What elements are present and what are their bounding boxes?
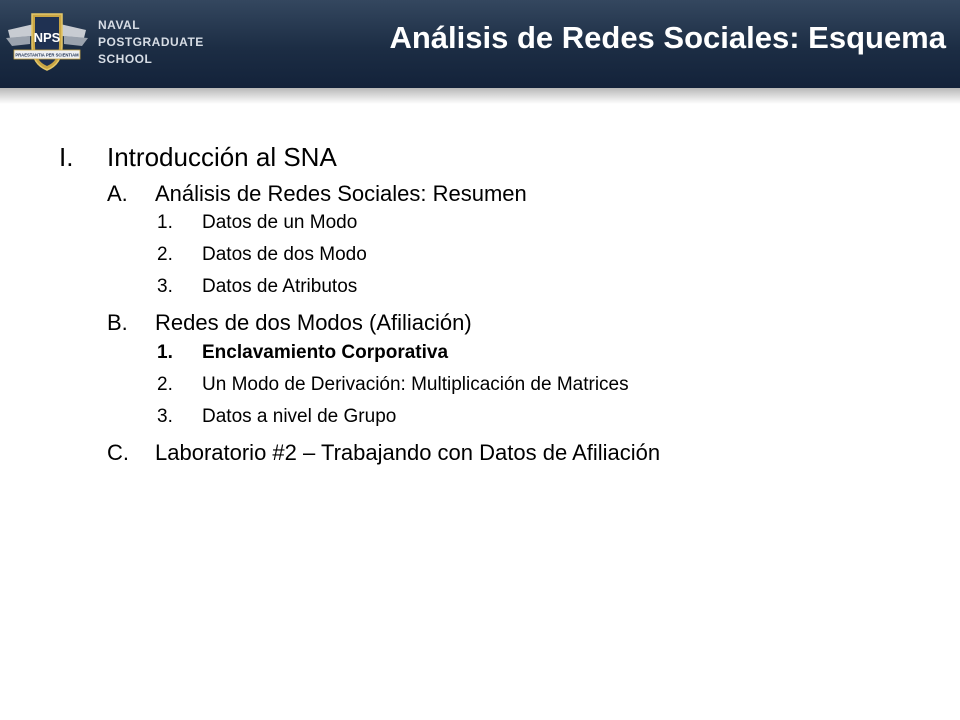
outline-text: Introducción al SNA	[107, 142, 337, 172]
slide-header	[0, 0, 960, 88]
outline-marker: 1.	[157, 212, 173, 233]
outline-marker: I.	[59, 142, 74, 172]
outline-text: Laboratorio #2 – Trabajando con Datos de Afiliación	[155, 440, 661, 465]
outline-text: Datos de Atributos	[202, 276, 358, 297]
outline-text: Datos a nivel de Grupo	[202, 406, 397, 427]
outline-text: Enclavamiento Corporativa	[202, 342, 449, 363]
outline-marker: C.	[107, 440, 129, 465]
outline-text: Datos de un Modo	[202, 212, 358, 233]
logo-letters: NPS	[33, 30, 61, 45]
header-shadow	[0, 88, 960, 104]
slide-title: Análisis de Redes Sociales: Esquema	[389, 20, 946, 55]
school-name-line-3: SCHOOL	[98, 52, 153, 66]
logo-banner-text: PRAESTANTIA PER SCIENTIAM	[15, 52, 79, 58]
outline-marker: 2.	[157, 374, 173, 395]
school-name-line-2: POSTGRADUATE	[98, 35, 204, 49]
outline-marker: 2.	[157, 244, 173, 265]
outline-text: Un Modo de Derivación: Multiplicación de Matrices	[202, 374, 629, 395]
outline-marker: 3.	[157, 276, 173, 297]
outline-text: Análisis de Redes Sociales: Resumen	[155, 181, 527, 206]
outline-marker: 3.	[157, 406, 173, 427]
outline-marker: B.	[107, 310, 128, 335]
outline-marker: A.	[107, 181, 128, 206]
outline-marker: 1.	[157, 342, 173, 363]
outline-text: Redes de dos Modos (Afiliación)	[155, 310, 472, 335]
nps-crest-logo	[4, 6, 90, 76]
school-name	[98, 17, 204, 68]
school-name-line-1: NAVAL	[98, 18, 141, 32]
outline-text: Datos de dos Modo	[202, 244, 367, 265]
